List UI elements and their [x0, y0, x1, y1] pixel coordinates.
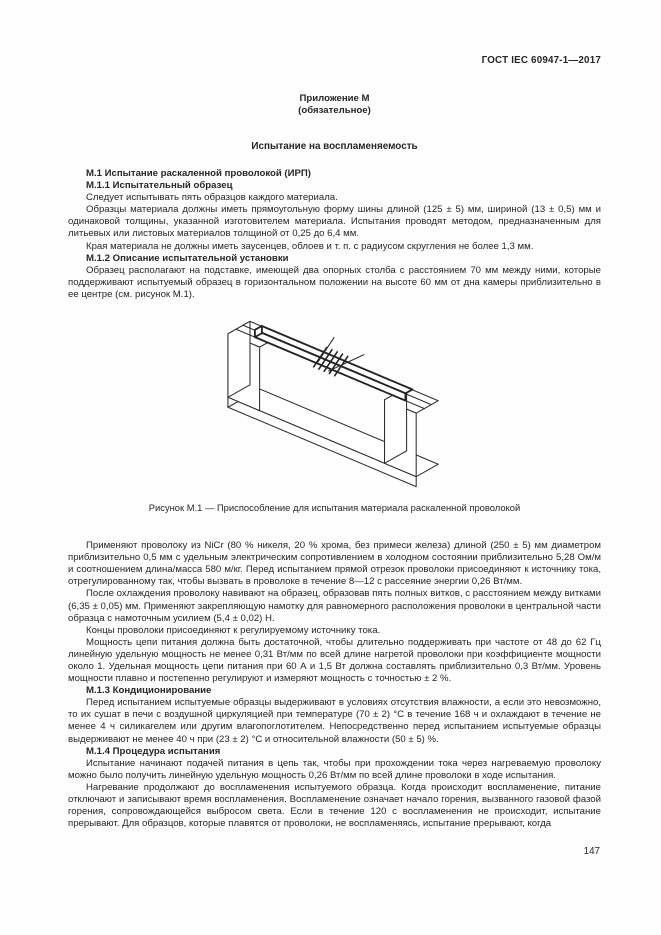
paragraph: Испытание начинают подачей питания в цепь так, чтобы при прохождении тока через нагреваемую проволоку можно было получить линейную удельную мощность 0,26 Вт/мм по всей длине проволоки в ходе испытания.: [68, 757, 601, 781]
section-heading-m1-4: М.1.4 Процедура испытания: [86, 745, 221, 757]
paragraph: Образцы материала должны иметь прямоугольную форму шины длиной (125 ± 5) мм, шириной (13 ± 0,5) мм и одинаковой толщины, указанной изготовителем материала. Испытания проводят методом, предназначенным для литьевых или листовых материалов толщиной от 0,25 до 6,4 мм.: [68, 204, 601, 240]
paragraph: Следует испытывать пять образцов каждого материала.: [86, 192, 338, 204]
annex-label: Приложение М: [299, 93, 370, 104]
section-heading-m1-3: М.1.3 Кондиционирование: [86, 685, 212, 697]
page-content: [68, 55, 601, 830]
paragraph: Перед испытанием испытуемые образцы выдерживают в условиях отсутствия влажности, а если это невозможно, то их сушат в печи с воздушной циркуляцией при температуре (70 ± 2) °С в течение 168 ч и охлаждают в течение не менее 4 ч силикагелем или другим влагопоглотителем. Непосредственно перед испытанием испытуемые образцы выдерживают не менее 40 ч при (23 ± 2) °С и относительной влажности (50 ± 5) %.: [68, 697, 601, 745]
paragraph: Нагревание продолжают до воспламенения испытуемого образца. Когда происходит воспламенение, питание отключают и записывают время воспламенения. Воспламенение означает начало горения, вызванного газовой фазой горения, сопровождающейся выбросом света. Если в течение 120 с воспламенения не происходит, испытание прерывают. Для образцов, которые плавятся от проволоки, не воспламеняясь, испытание прерывают, когда: [68, 781, 601, 830]
paragraph: Мощность цепи питания должна быть достаточной, чтобы длительно поддерживать при частоте от 48 до 62 Гц линейную удельную мощность не менее 0,31 Вт/мм по всей длине нагретой проволоки при коэффициенте мощности около 1. Удельная мощность цепи питания при 60 А и 1,5 Вт должна составлять приблизительно 0,3 Вт/мм. Уровень мощности плавно и постепенно регулируют и измеряют мощность с точностью ± 2 %.: [68, 636, 601, 685]
section-heading-m1: М.1 Испытание раскаленной проволокой (ИРП): [86, 168, 312, 179]
section-heading-m1-1: М.1.1 Испытательный образец: [86, 180, 233, 192]
running-header: ГОСТ IEC 60947-1—2017: [481, 55, 601, 66]
paragraph: Образец располагают на подставке, имеющей два опорных столба с расстоянием 70 мм между ними, которые поддерживают испытуемый образец в горизонтальном положении на высоте 60 мм от дна камеры приблизительно в ее центре (см. рисунок М.1).: [68, 264, 601, 300]
paragraph: После охлаждения проволоку навивают на образец, образовав пять полных витков, с расстоянием между витками (6,35 ± 0,05) мм. Применяют закрепляющую намотку для равномерного расположения проволоки в центральной части образца с намоточным усилием (5,4 ± 0,02) Н.: [68, 588, 601, 624]
figure-caption: Рисунок М.1 — Приспособление для испытания материала раскаленной проволокой: [148, 502, 521, 514]
paragraph: Концы проволоки присоединяют к регулируемому источнику тока.: [86, 624, 381, 636]
page-number: 147: [583, 846, 600, 857]
glow-wire-test-fixture-drawing: [208, 311, 462, 489]
annex-status: (обязательное): [298, 105, 371, 116]
figure-m1: [68, 311, 601, 494]
paragraph: Применяют проволоку из NiCr (80 % никеля, 20 % хрома, без примеси железа) длиной (250 ± 5) мм диаметром приблизительно 0,5 мм с удельным электрическим сопротивлением в холодном состоянии приблизительно 5,28 Ом/м и соотношением длина/масса 580 м/кг. Перед испытанием прямой отрезок проволоки присоединяют к источнику тока, отрегулированному так, чтобы вызвать в проволоке в течение 8—12 с рассеяние энергии 0,26 Вт/мм.: [68, 540, 601, 588]
page-title: Испытание на воспламеняемость: [251, 141, 418, 152]
section-heading-m1-2: М.1.2 Описание испытательной установки: [86, 252, 289, 264]
paragraph: Края материала не должны иметь заусенцев, облоев и т. п. с радиусом скругления не более 1,3 мм.: [86, 240, 534, 252]
